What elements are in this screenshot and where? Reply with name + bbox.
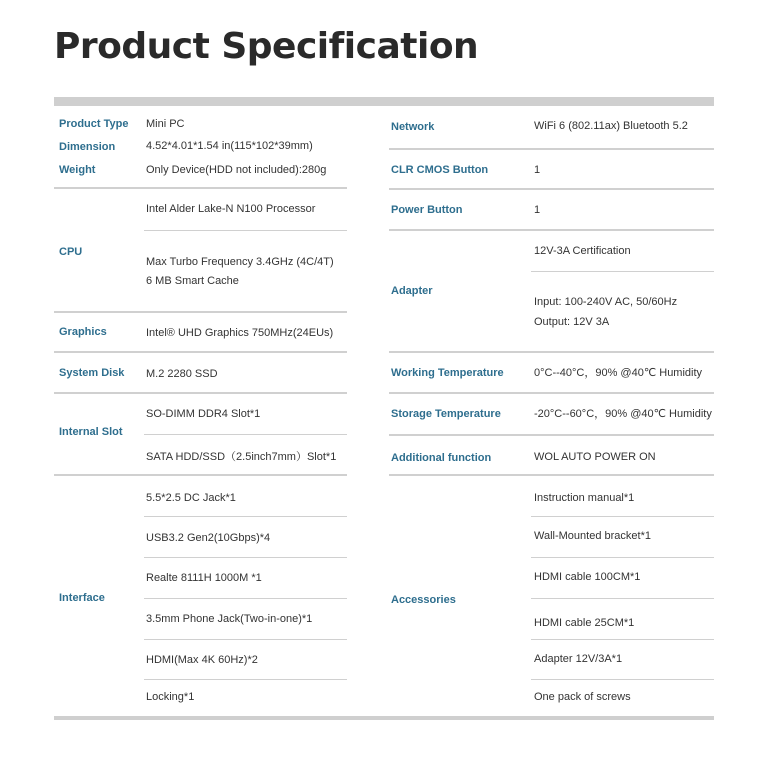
accessories-value-5: Adapter 12V/3A*1 (534, 653, 623, 665)
weight-value: Only Device(HDD not included):280g (146, 164, 327, 176)
accessories-value-4: HDMI cable 25CM*1 (534, 617, 635, 629)
weight-label: Weight (59, 164, 96, 176)
adapter-value-1: 12V-3A Certification (534, 245, 631, 257)
cpu-value-1: Intel Alder Lake-N N100 Processor (146, 203, 316, 215)
dimension-value: 4.52*4.01*1.54 in(115*102*39mm) (146, 140, 313, 152)
interface-value-3: Realte 8111H 1000M *1 (146, 572, 262, 584)
interface-value-4: 3.5mm Phone Jack(Two-in-one)*1 (146, 613, 313, 625)
sub-divider (144, 230, 347, 231)
internal-slot-value-2: SATA HDD/SSD（2.5inch7mm）Slot*1 (146, 451, 337, 463)
sub-divider (531, 516, 714, 517)
interface-value-6: Locking*1 (146, 691, 195, 703)
internal-slot-value-1: SO-DIMM DDR4 Slot*1 (146, 408, 261, 420)
internal-slot-label: Internal Slot (59, 426, 123, 438)
network-label: Network (391, 121, 435, 133)
row-divider (54, 187, 347, 189)
row-divider (389, 434, 714, 436)
working-temp-value: 0°C--40°C，90% @40℃ Humidity (534, 367, 703, 379)
sub-divider (144, 516, 347, 517)
power-button-label: Power Button (391, 204, 463, 216)
cpu-value-3: 6 MB Smart Cache (146, 275, 239, 287)
accessories-label: Accessories (391, 594, 456, 606)
row-divider (54, 351, 347, 353)
row-divider (389, 474, 714, 476)
sub-divider (531, 598, 714, 599)
row-divider (54, 311, 347, 313)
sub-divider (531, 271, 714, 272)
product-type-label: Product Type (59, 118, 129, 130)
adapter-label: Adapter (391, 285, 433, 297)
sub-divider (144, 557, 347, 558)
sub-divider (531, 679, 714, 680)
storage-temp-value: -20°C--60°C，90% @40℃ Humidity (534, 408, 712, 420)
clr-cmos-label: CLR CMOS Button (391, 164, 489, 176)
row-divider (54, 474, 347, 476)
accessories-value-1: Instruction manual*1 (534, 492, 635, 504)
cpu-label: CPU (59, 246, 83, 258)
interface-label: Interface (59, 592, 105, 604)
cpu-value-2: Max Turbo Frequency 3.4GHz (4C/4T) (146, 256, 334, 268)
row-divider (389, 188, 714, 190)
clr-cmos-value: 1 (534, 164, 541, 176)
sub-divider (144, 639, 347, 640)
graphics-value: Intel® UHD Graphics 750MHz(24EUs) (146, 327, 334, 339)
sub-divider (144, 679, 347, 680)
row-divider (389, 229, 714, 231)
row-divider (389, 148, 714, 150)
dimension-label: Dimension (59, 141, 116, 153)
accessories-value-2: Wall-Mounted bracket*1 (534, 530, 651, 542)
row-divider (389, 392, 714, 394)
row-divider (54, 392, 347, 394)
system-disk-label: System Disk (59, 367, 125, 379)
interface-value-1: 5.5*2.5 DC Jack*1 (146, 492, 236, 504)
bottom-rule (54, 716, 714, 720)
graphics-label: Graphics (59, 326, 107, 338)
sub-divider (531, 557, 714, 558)
accessories-value-3: HDMI cable 100CM*1 (534, 571, 641, 583)
additional-function-label: Additional function (391, 452, 492, 464)
system-disk-value: M.2 2280 SSD (146, 368, 218, 380)
adapter-value-3: Output: 12V 3A (534, 316, 610, 328)
interface-value-2: USB3.2 Gen2(10Gbps)*4 (146, 532, 271, 544)
top-rule (54, 97, 714, 106)
storage-temp-label: Storage Temperature (391, 408, 501, 420)
network-value: WiFi 6 (802.11ax) Bluetooth 5.2 (534, 120, 688, 132)
accessories-value-6: One pack of screws (534, 691, 631, 703)
adapter-value-2: Input: 100-240V AC, 50/60Hz (534, 296, 678, 308)
page-title: Product Specification (54, 26, 479, 67)
additional-function-value: WOL AUTO POWER ON (534, 451, 656, 463)
sub-divider (531, 639, 714, 640)
sub-divider (144, 598, 347, 599)
working-temp-label: Working Temperature (391, 367, 504, 379)
product-type-value: Mini PC (146, 118, 185, 130)
power-button-value: 1 (534, 204, 541, 216)
sub-divider (144, 434, 347, 435)
row-divider (389, 351, 714, 353)
interface-value-5: HDMI(Max 4K 60Hz)*2 (146, 654, 258, 666)
